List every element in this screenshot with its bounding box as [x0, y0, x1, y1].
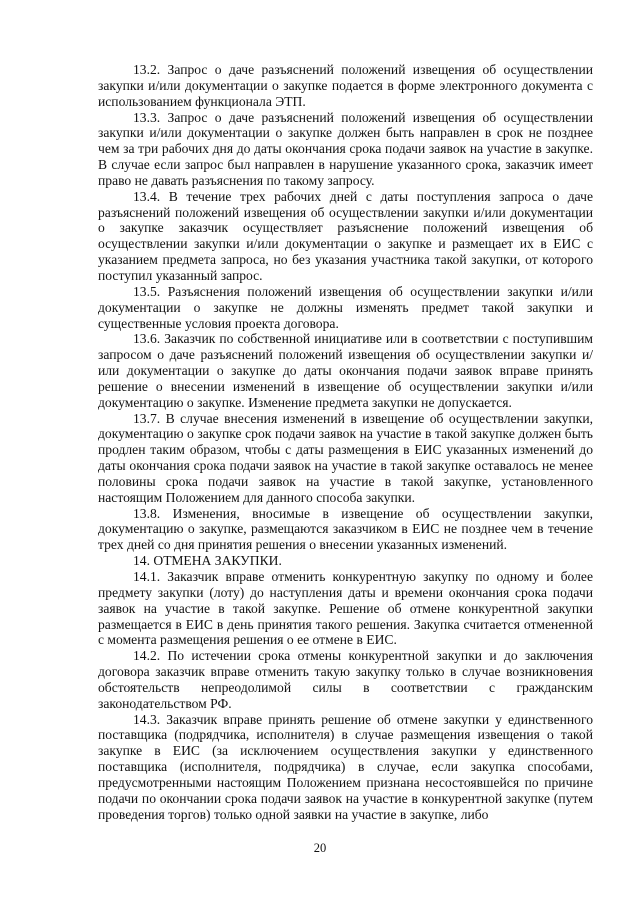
paragraph-13-4: 13.4. В течение трех рабочих дней с даты поступления запроса о даче разъяснений положений извещения об осуществлении закупки и/или документации о закупке заказчик осуществляет разъяснение положений извещения об осуществлении закупки и/или документации о закупке и размещает их в ЕИС с указанием предмета запроса, но без указания участника такой закупки, от которого поступил указанный запрос.: [98, 188, 593, 283]
paragraph-13-7: 13.7. В случае внесения изменений в извещение об осуществлении закупки, документацию о закупке срок подачи заявок на участие в такой закупке должен быть продлен таким образом, чтобы с даты размещения в ЕИС указанных изменений до даты окончания срока подачи заявок на участие в такой закупке оставалось не менее половины срока подачи заявок на участие в такой закупке, установленного настоящим Положением для данного способа закупки.: [98, 410, 593, 505]
paragraph-13-5: 13.5. Разъяснения положений извещения об осуществлении закупки и/или документации о закупке не должны изменять предмет такой закупки и существенные условия проекта договора.: [98, 283, 593, 331]
page-number: 20: [313, 841, 327, 855]
paragraph-14-2: 14.2. По истечении срока отмены конкурентной закупки и до заключения договора заказчик вправе отменить такую закупку только в случае возникновения обстоятельств непреодолимой силы в соответствии с гражданским законодательством РФ.: [98, 648, 593, 711]
section-heading: 14. ОТМЕНА ЗАКУПКИ.: [133, 553, 282, 569]
paragraph-13-6: 13.6. Заказчик по собственной инициативе или в соответствии с поступившим запросом о даче разъяснений положений извещения об осуществлении закупки и/или документации о закупке до даты окончания подачи заявок вправе принять решение о внесении изменений в извещение об осуществлении закупки и/или документацию о закупке. Изменение предмета закупки не допускается.: [98, 331, 593, 410]
paragraph-13-8: 13.8. Изменения, вносимые в извещение об осуществлении закупки, документацию о закупке, размещаются заказчиком в ЕИС не позднее чем в течение трех дней со дня принятия решения о внесении указанных изменений.: [98, 505, 593, 553]
paragraph-13-2: 13.2. Запрос о даче разъяснений положений извещения об осуществлении закупки и/или документации о закупке подается в форме электронного документа с использованием функционала ЭТП.: [98, 62, 593, 109]
paragraph-14-3: 14.3. Заказчик вправе принять решение об отмене закупки у единственного поставщика (подрядчика, исполнителя) в случае размещения извещения о такой закупке в ЕИС (за исключением осуществления закупки у единственного поставщика (исполнителя, подрядчика) в случае, если закупка способами, предусмотренными настоящим Положением признана несостоявшейся по причине подачи по окончании срока подачи заявок на участие в конкурентной закупке (путем проведения торгов) только одной заявки на участие в закупке, либо: [98, 711, 593, 822]
paragraph-13-3: 13.3. Запрос о даче разъяснений положений извещения об осуществлении закупки и/или документации о закупке должен быть направлен в срок не позднее чем за три рабочих дня до даты окончания срока подачи заявок на участие в закупке. В случае если запрос был направлен в нарушение указанного срока, заказчик имеет право не давать разъяснения по такому запросу.: [98, 109, 593, 188]
document-page: [98, 62, 593, 823]
paragraph-14-1: 14.1. Заказчик вправе отменить конкурентную закупку по одному и более предмету закупки (лоту) до наступления даты и времени окончания срока подачи заявок на участие в такой закупке. Решение об отмене конкурентной закупки размещается в ЕИС в день принятия такого решения. Закупка считается отмененной с момента размещения решения о ее отмене в ЕИС.: [98, 569, 593, 648]
